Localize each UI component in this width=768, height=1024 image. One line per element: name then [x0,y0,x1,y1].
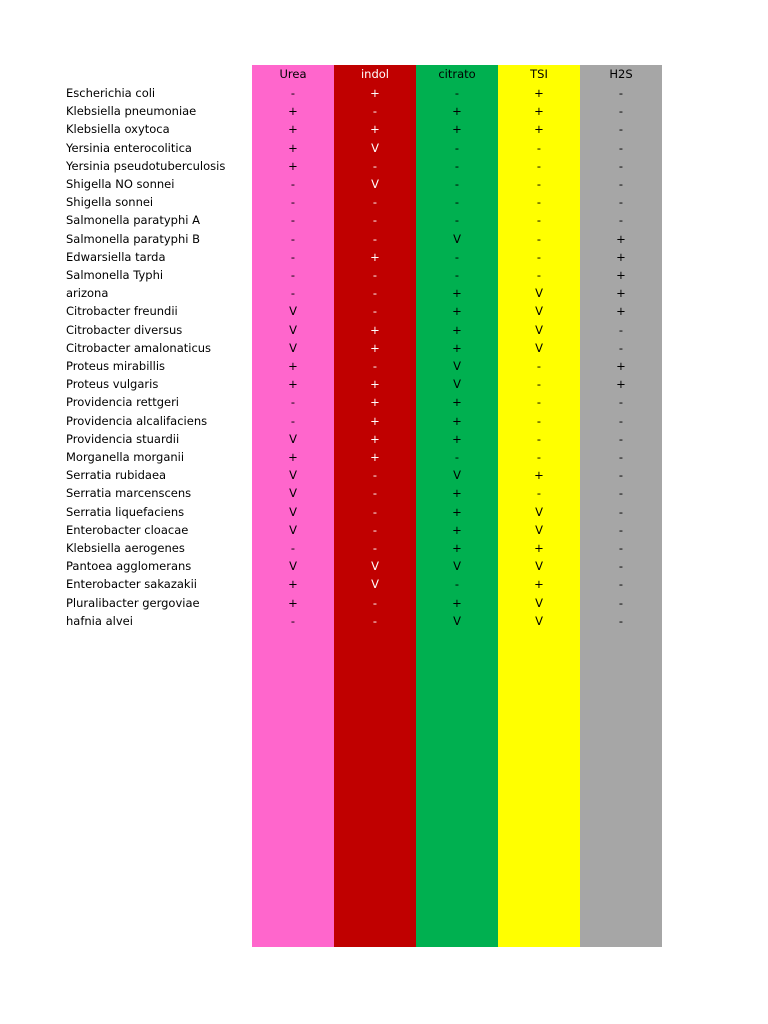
organism-name: Enterobacter cloacae [66,523,189,537]
cell-urea: V [289,523,297,537]
cell-citrato: + [452,341,462,355]
cell-citrato: + [452,523,462,537]
cell-tsi: - [536,159,542,173]
organism-name: Providencia stuardii [66,432,180,446]
cell-citrato: - [454,450,460,464]
cell-tsi: - [536,250,542,264]
cell-citrato: V [453,468,461,482]
organism-name: Providencia alcalifaciens [66,414,208,428]
cell-urea: + [288,450,298,464]
cell-urea: V [289,559,297,573]
cell-indol: - [372,614,378,628]
cell-citrato: V [453,377,461,391]
cell-h2s: - [618,486,624,500]
cell-indol: + [370,414,380,428]
cell-h2s: - [618,323,624,337]
cell-tsi: + [534,122,544,136]
organism-name: hafnia alvei [66,614,133,628]
column-header-urea: Urea [279,67,307,81]
cell-tsi: - [536,377,542,391]
cell-tsi: - [536,450,542,464]
cell-citrato: + [452,286,462,300]
cell-tsi: V [535,596,543,610]
cell-citrato: + [452,122,462,136]
cell-urea: V [289,323,297,337]
cell-h2s: + [616,250,626,264]
cell-h2s: - [618,159,624,173]
cell-urea: - [290,250,296,264]
cell-tsi: - [536,232,542,246]
organism-name: Salmonella paratyphi B [66,232,201,246]
cell-urea: - [290,86,296,100]
cell-urea: V [289,432,297,446]
cell-indol: + [370,395,380,409]
cell-indol: + [370,450,380,464]
cell-indol: - [372,523,378,537]
cell-h2s: - [618,104,624,118]
cell-citrato: + [452,414,462,428]
cell-tsi: - [536,268,542,282]
cell-indol: - [372,213,378,227]
cell-tsi: V [535,304,543,318]
cell-indol: - [372,195,378,209]
cell-h2s: - [618,523,624,537]
organism-name: Klebsiella aerogenes [66,541,185,555]
cell-h2s: - [618,414,624,428]
cell-h2s: - [618,395,624,409]
cell-h2s: - [618,177,624,191]
cell-citrato: + [452,432,462,446]
cell-h2s: - [618,432,624,446]
cell-citrato: V [453,559,461,573]
cell-citrato: V [453,359,461,373]
cell-urea: + [288,577,298,591]
cell-tsi: V [535,341,543,355]
cell-urea: - [290,614,296,628]
organism-name: Serratia liquefaciens [66,505,185,519]
cell-h2s: - [618,450,624,464]
cell-h2s: - [618,468,624,482]
cell-tsi: - [536,177,542,191]
organism-name: Shigella sonnei [66,195,154,209]
cell-indol: V [371,559,379,573]
column-header-indol: indol [360,67,389,81]
cell-indol: - [372,159,378,173]
cell-urea: + [288,141,298,155]
cell-tsi: + [534,468,544,482]
cell-citrato: + [452,541,462,555]
organism-name: Citrobacter amalonaticus [66,341,212,355]
cell-h2s: - [618,213,624,227]
cell-urea: - [290,232,296,246]
cell-h2s: - [618,341,624,355]
cell-h2s: - [618,596,624,610]
cell-indol: - [372,286,378,300]
organism-name: Yersinia enterocolitica [66,141,192,155]
cell-citrato: - [454,250,460,264]
cell-urea: + [288,104,298,118]
organism-name: Enterobacter sakazakii [66,577,197,591]
cell-indol: - [372,359,378,373]
cell-citrato: - [454,141,460,155]
cell-tsi: - [536,414,542,428]
cell-citrato: - [454,577,460,591]
cell-urea: + [288,377,298,391]
cell-tsi: - [536,141,542,155]
cell-citrato: + [452,596,462,610]
cell-h2s: + [616,359,626,373]
cell-citrato: - [454,177,460,191]
cell-h2s: - [618,141,624,155]
cell-indol: - [372,104,378,118]
cell-tsi: - [536,432,542,446]
organism-name: Yersinia pseudotuberculosis [66,159,226,173]
cell-h2s: - [618,614,624,628]
cell-indol: - [372,304,378,318]
organism-name: arizona [66,286,109,300]
cell-urea: - [290,286,296,300]
organism-name: Serratia rubidaea [66,468,167,482]
organism-name: Citrobacter freundii [66,304,178,318]
cell-indol: V [371,141,379,155]
cell-urea: - [290,541,296,555]
cell-tsi: - [536,213,542,227]
cell-urea: V [289,486,297,500]
cell-citrato: + [452,104,462,118]
cell-indol: V [371,577,379,591]
cell-citrato: - [454,213,460,227]
cell-h2s: - [618,195,624,209]
organism-name: Proteus vulgaris [66,377,159,391]
cell-citrato: V [453,232,461,246]
cell-urea: V [289,468,297,482]
cell-h2s: + [616,377,626,391]
column-header-citrato: citrato [438,67,476,81]
cell-indol: - [372,268,378,282]
cell-tsi: V [535,505,543,519]
cell-tsi: V [535,323,543,337]
cell-urea: - [290,268,296,282]
cell-indol: - [372,505,378,519]
cell-citrato: + [452,323,462,337]
cell-indol: + [370,377,380,391]
organism-name: Citrobacter diversus [66,323,183,337]
cell-indol: + [370,250,380,264]
cell-tsi: + [534,577,544,591]
cell-tsi: - [536,195,542,209]
cell-indol: + [370,86,380,100]
cell-tsi: + [534,541,544,555]
organism-name: Klebsiella pneumoniae [66,104,197,118]
cell-urea: - [290,395,296,409]
cell-indol: + [370,432,380,446]
cell-tsi: V [535,286,543,300]
cell-citrato: + [452,505,462,519]
organism-name: Serratia marcenscens [66,486,192,500]
cell-urea: V [289,505,297,519]
cell-tsi: V [535,614,543,628]
organism-name: Pantoea agglomerans [66,559,192,573]
cell-h2s: + [616,286,626,300]
cell-urea: V [289,304,297,318]
cell-tsi: V [535,559,543,573]
cell-citrato: - [454,86,460,100]
organism-name: Edwarsiella tarda [66,250,166,264]
cell-tsi: - [536,486,542,500]
cell-h2s: - [618,122,624,136]
organism-name: Klebsiella oxytoca [66,122,170,136]
organism-name: Providencia rettgeri [66,395,179,409]
cell-urea: + [288,122,298,136]
cell-indol: - [372,232,378,246]
cell-citrato: + [452,395,462,409]
cell-h2s: - [618,559,624,573]
cell-urea: - [290,414,296,428]
organism-name: Pluralibacter gergoviae [66,596,200,610]
cell-citrato: - [454,268,460,282]
cell-citrato: - [454,195,460,209]
cell-urea: + [288,159,298,173]
cell-indol: - [372,468,378,482]
organism-name: Escherichia coli [66,86,156,100]
cell-tsi: V [535,523,543,537]
column-header-h2s: H2S [609,67,633,81]
cell-urea: - [290,195,296,209]
cell-urea: - [290,213,296,227]
cell-h2s: - [618,505,624,519]
column-header-tsi: TSI [530,67,548,81]
cell-urea: + [288,596,298,610]
organism-name: Proteus mirabillis [66,359,166,373]
cell-citrato: + [452,486,462,500]
cell-citrato: + [452,304,462,318]
cell-h2s: + [616,304,626,318]
cell-indol: + [370,122,380,136]
cell-h2s: + [616,232,626,246]
organism-name: Salmonella paratyphi A [66,213,200,227]
cell-indol: - [372,596,378,610]
cell-indol: + [370,341,380,355]
cell-urea: V [289,341,297,355]
organism-name: Morganella morganii [66,450,185,464]
cell-indol: - [372,541,378,555]
cell-h2s: - [618,86,624,100]
organism-name: Shigella NO sonnei [66,177,175,191]
cell-indol: + [370,323,380,337]
cell-indol: - [372,486,378,500]
cell-h2s: + [616,268,626,282]
cell-indol: V [371,177,379,191]
cell-tsi: + [534,104,544,118]
organism-name: Salmonella Typhi [66,268,164,282]
cell-citrato: V [453,614,461,628]
cell-urea: + [288,359,298,373]
cell-urea: - [290,177,296,191]
cell-citrato: - [454,159,460,173]
cell-tsi: - [536,395,542,409]
cell-tsi: + [534,86,544,100]
cell-h2s: - [618,577,624,591]
cell-h2s: - [618,541,624,555]
cell-tsi: - [536,359,542,373]
